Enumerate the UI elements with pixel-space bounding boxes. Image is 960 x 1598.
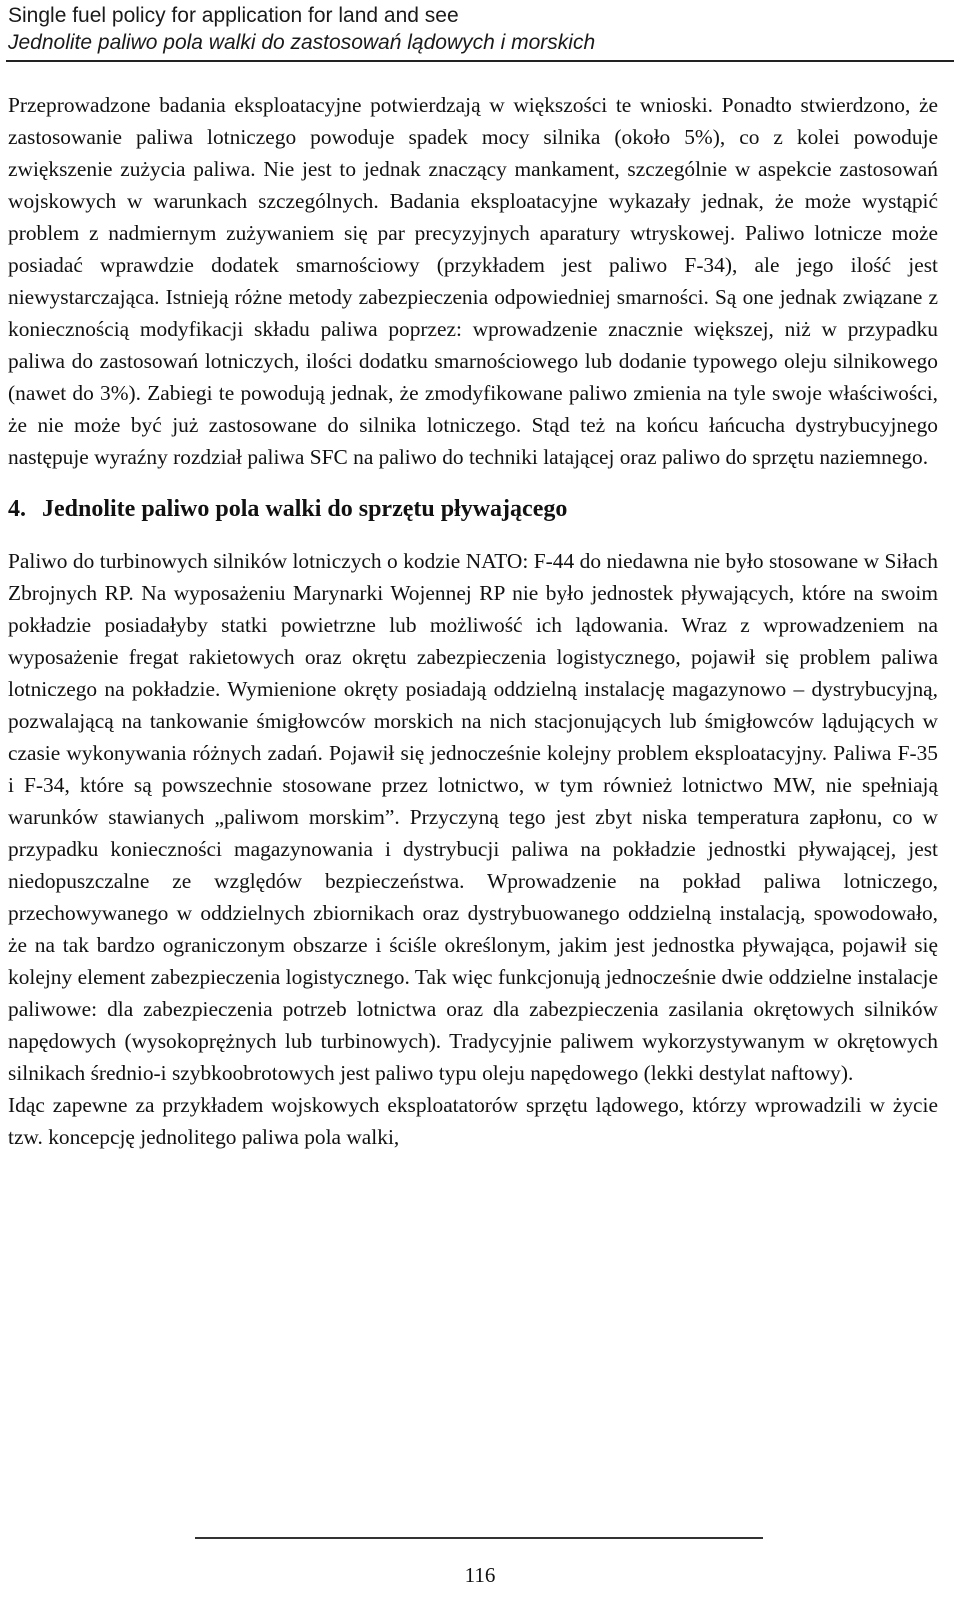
page-number: 116 <box>464 1563 496 1587</box>
header-divider <box>6 60 954 62</box>
footer-divider <box>195 1537 763 1539</box>
section-heading <box>8 493 938 525</box>
body-paragraph: Idąc zapewne za przykładem wojskowych eksploatatorów sprzętu lądowego, którzy wprowadzili w życie tzw. koncepcję jednolitego paliwa pola walki, <box>8 1093 938 1149</box>
document-body <box>8 89 938 1153</box>
body-paragraph: Paliwo do turbinowych silników lotniczych o kodzie NATO: F-44 do niedawna nie było stosowane w Siłach Zbrojnych RP. Na wyposażeniu Marynarki Wojennej RP nie było jednostek pływających, które na swoim pokładzie posiadałyby statki powietrzne lub możliwość ich lądowania. Wraz z wprowadzeniem na wyposażenie fregat rakietowych oraz okrętu zabezpieczenia logistycznego, pojawił się problem paliwa lotniczego na pokładzie. Wymienione okręty posiadają oddzielną instalację magazynowo – dystrybucyjną, pozwalającą na tankowanie śmigłowców morskich na nich stacjonujących lub śmigłowców lądujących w czasie wykonywania różnych zadań. Pojawił się jednocześnie kolejny problem eksploatacyjny. Paliwa F-35 i F-34, które są powszechnie stosowane przez lotnictwo, w tym również lotnictwo MW, nie spełniają warunków stawianych „paliwom morskim”. Przyczyną tego jest zbyt niska temperatura zapłonu, co w przypadku konieczności magazynowania i dystrybucji paliwa na pokładzie jednostki pływającej, jest niedopuszczalne ze względów bezpieczeństwa. Wprowadzenie na pokład paliwa lotniczego, przechowywanego w oddzielnych zbiornikach oraz dystrybuowanego oddzielną instalacją, spowodowało, że na tak bardzo ograniczonym obszarze i ściśle określonym, jakim jest jednostka pływająca, pojawił się kolejny element zabezpieczenia logistycznego. Tak więc funkcjonują jednocześnie dwie oddzielne instalacje paliwowe: dla zabezpieczenia potrzeb lotnictwa oraz dla zabezpieczenia zasilania okrętowych silników napędowych (wysokoprężnych lub turbinowych). Tradycyjnie paliwem wykorzystywanym w okrętowych silnikach średnio-i szybkoobrotowych jest paliwo typu oleju napędowego (lekki destylat naftowy). <box>8 549 938 1085</box>
running-header <box>8 2 952 56</box>
section-number: 4. <box>8 496 26 522</box>
header-title: Single fuel policy for application for land and see <box>8 4 459 27</box>
header-subtitle: Jednolite paliwo pola walki do zastosowań lądowych i morskich <box>8 31 596 54</box>
section-title: Jednolite paliwo pola walki do sprzętu pływającego <box>42 496 568 522</box>
body-paragraph: Przeprowadzone badania eksploatacyjne potwierdzają w większości te wnioski. Ponadto stwierdzono, że zastosowanie paliwa lotniczego powoduje spadek mocy silnika (około 5%), co z kolei powoduje zwiększenie zużycia paliwa. Nie jest to jednak znaczący mankament, szczególnie w aspekcie zastosowań wojskowych w warunkach szczególnych. Badania eksploatacyjne wykazały jednak, że może wystąpić problem z nadmiernym zużywaniem się par precyzyjnych aparatury wtryskowej. Paliwo lotnicze może posiadać wprawdzie dodatek smarnościowy (przykładem jest paliwo F-34), ale jego ilość jest niewystarczająca. Istnieją różne metody zabezpieczenia odpowiedniej smarności. Są one jednak związane z koniecznością modyfikacji składu paliwa poprzez: wprowadzenie znacznie większej, niż w przypadku paliwa do zastosowań lotniczych, ilości dodatku smarnościowego lub dodanie typowego oleju silnikowego (nawet do 3%). Zabiegi te powodują jednak, że zmodyfikowane paliwo zmienia na tyle swoje właściwości, że nie może być już zastosowane do silnika lotniczego. Stąd też na końcu łańcucha dystrybucyjnego następuje wyraźny rozdział paliwa SFC na paliwo do techniki latającej oraz paliwo do sprzętu naziemnego. <box>8 93 938 469</box>
